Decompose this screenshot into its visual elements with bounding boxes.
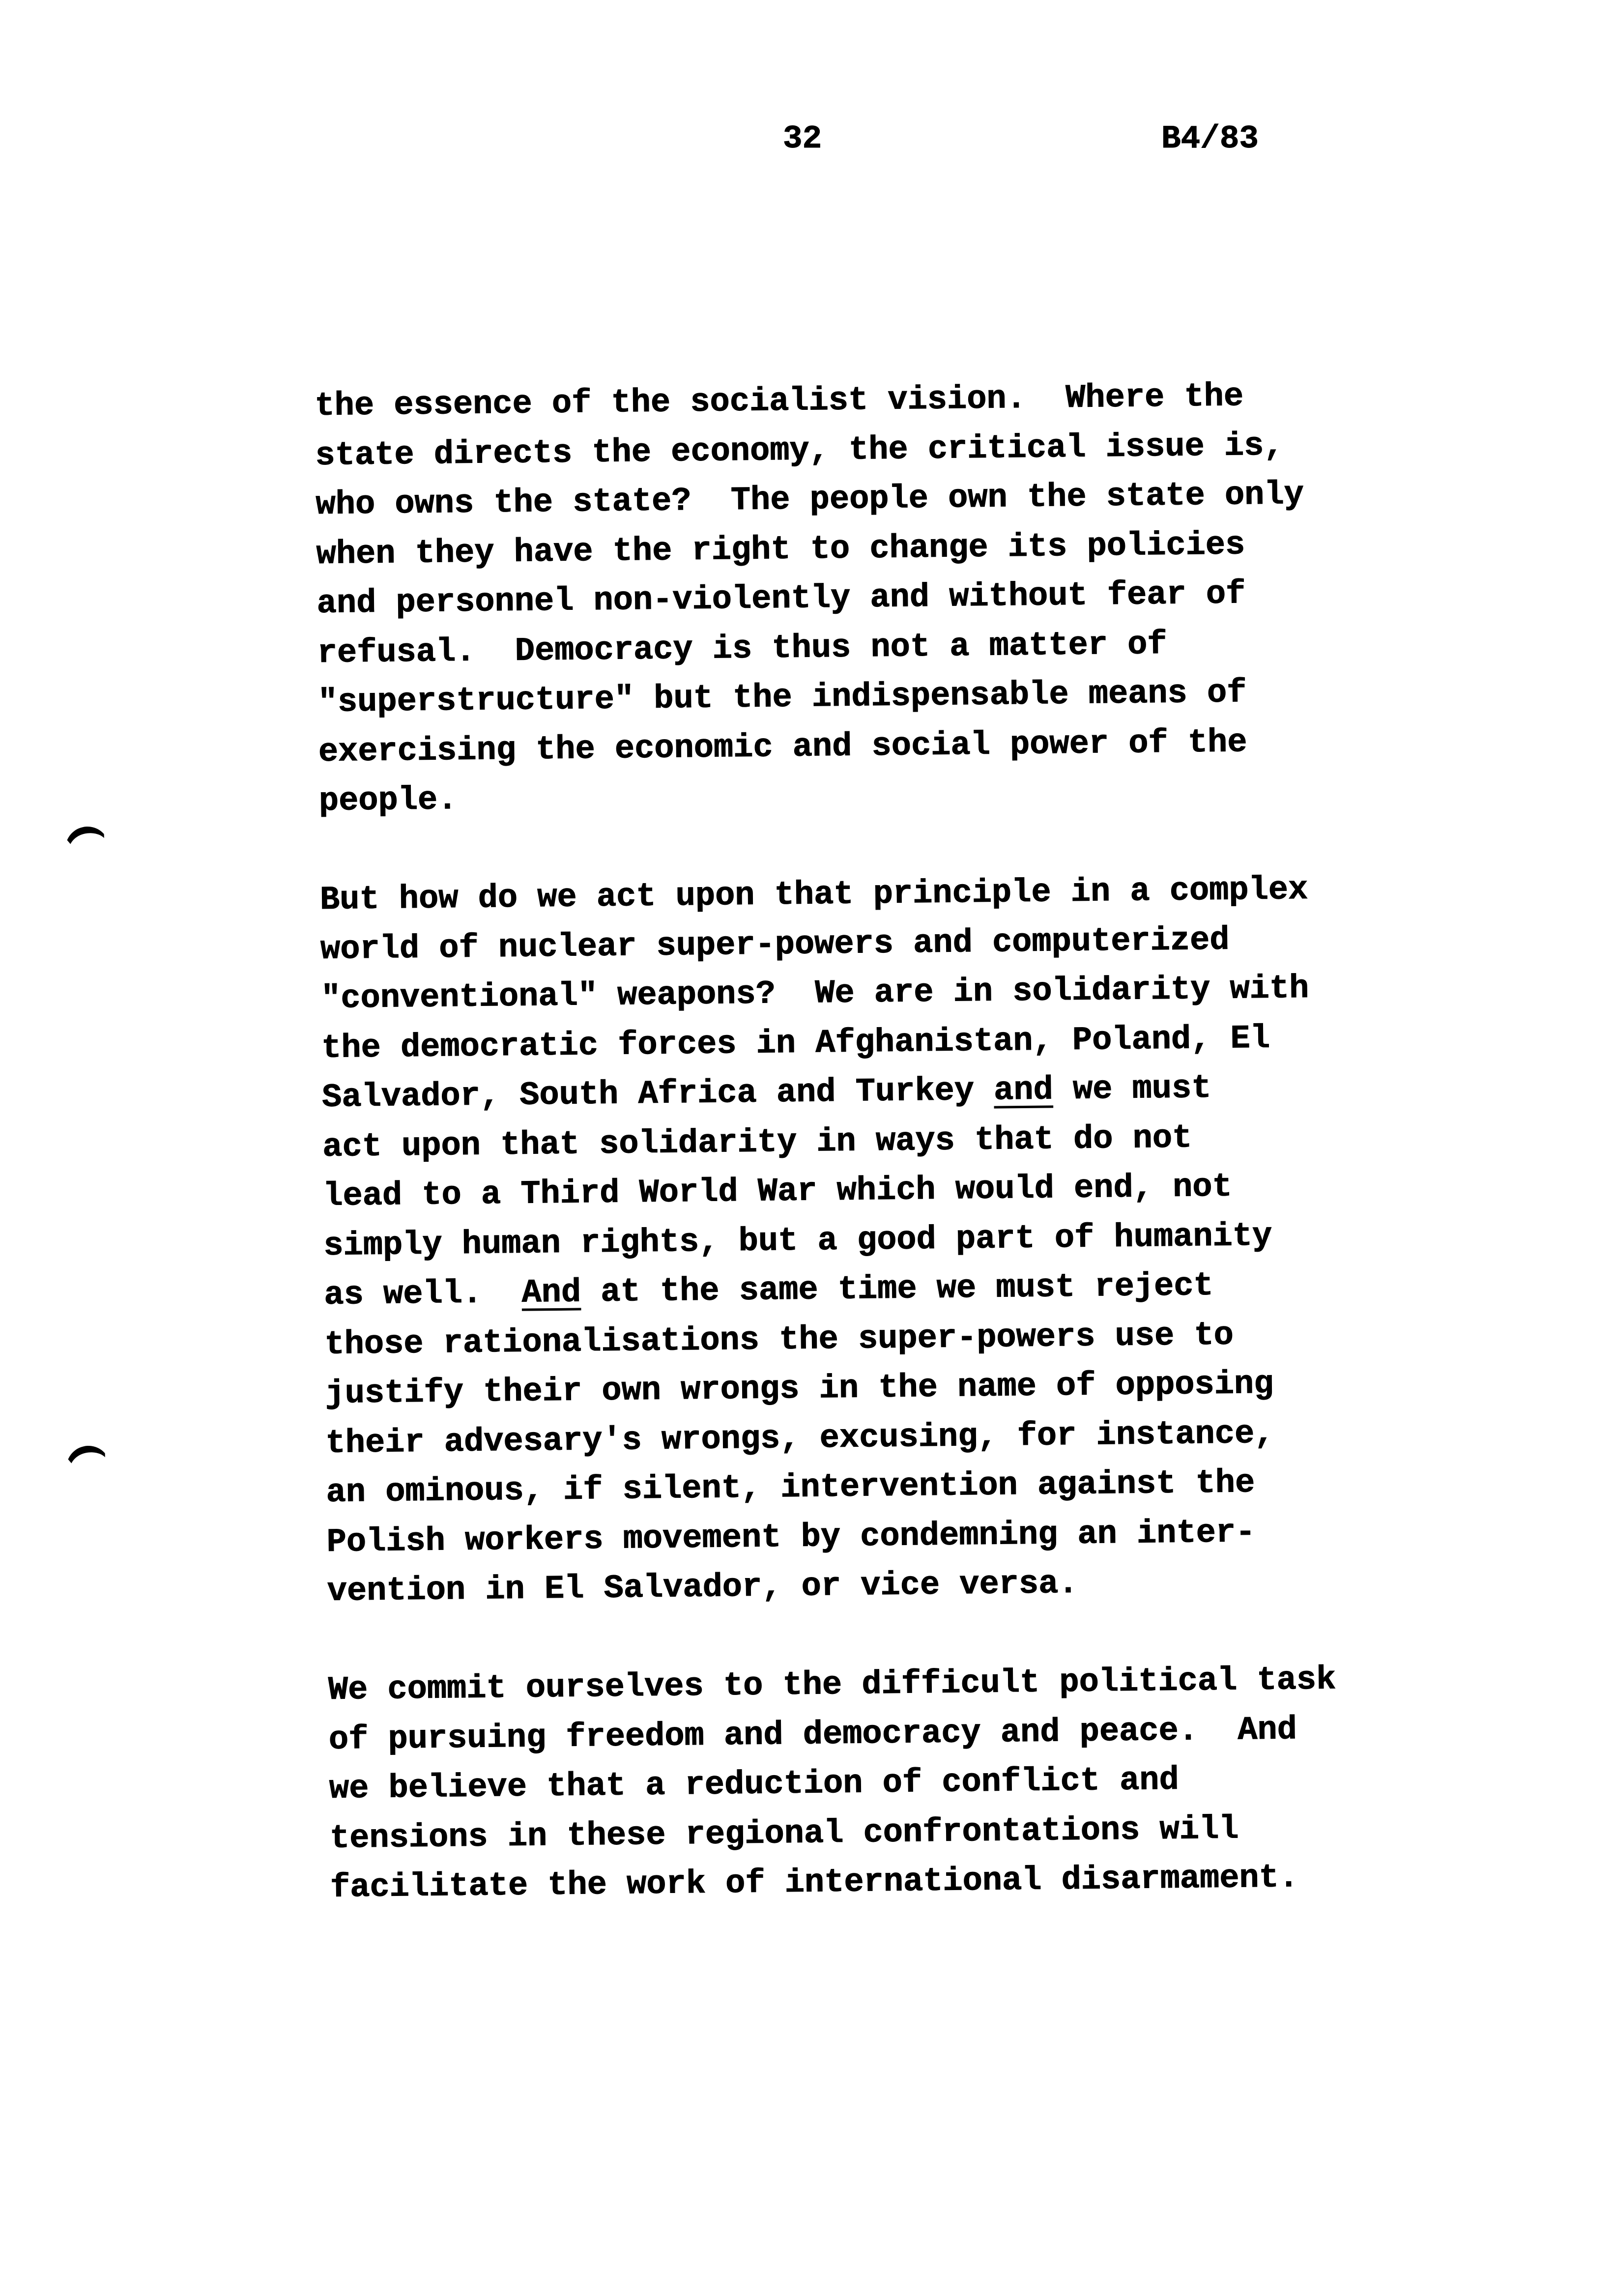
underlined-emphasis: and bbox=[993, 1071, 1054, 1110]
underlined-emphasis: And bbox=[521, 1274, 581, 1312]
text-segment: those rationalisations the super-powers use to bbox=[324, 1317, 1234, 1364]
text-segment: of pursuing freedom and democracy and peace. And bbox=[328, 1711, 1297, 1759]
text-segment: We commit ourselves to the difficult political task bbox=[328, 1661, 1336, 1709]
punch-hole-arc-icon bbox=[60, 822, 114, 875]
text-segment: when they have the right to change its policies bbox=[316, 526, 1245, 574]
text-segment: people. bbox=[318, 781, 458, 820]
paragraph-1 bbox=[315, 370, 1449, 827]
text-segment: "conventional" weapons? We are in solidarity with bbox=[320, 970, 1309, 1018]
text-segment: vention in El Salvador, or vice versa. bbox=[327, 1565, 1078, 1610]
text-segment: act upon that solidarity in ways that do not bbox=[322, 1119, 1192, 1166]
text-segment: exercising the economic and social power of the bbox=[318, 723, 1247, 771]
document-reference: B4/83 bbox=[1161, 120, 1259, 157]
text-segment: world of nuclear super-powers and computerized bbox=[320, 921, 1230, 969]
paragraph-2 bbox=[320, 864, 1458, 1617]
text-segment: and personnel non-violently and without fear of bbox=[317, 575, 1246, 623]
text-segment: Polish workers movement by condemning an inter- bbox=[326, 1514, 1256, 1561]
text-segment: an ominous, if silent, intervention against the bbox=[326, 1464, 1255, 1512]
text-segment: facilitate the work of international disarmament. bbox=[330, 1859, 1299, 1907]
punch-hole-arc-icon bbox=[61, 1441, 115, 1494]
paragraph-3 bbox=[328, 1654, 1461, 1913]
text-segment: simply human rights, but a good part of humanity bbox=[323, 1217, 1272, 1265]
text-segment: justify their own wrongs in the name of opposing bbox=[325, 1365, 1274, 1413]
text-segment: Salvador, South Africa and Turkey bbox=[321, 1072, 994, 1117]
text-segment: lead to a Third World War which would end, not bbox=[322, 1168, 1233, 1215]
text-segment: state directs the economy, the critical issue is, bbox=[315, 427, 1284, 475]
text-segment: we believe that a reduction of conflict and bbox=[329, 1761, 1180, 1808]
text-segment: the essence of the socialist vision. Where the bbox=[315, 378, 1244, 425]
text-segment: tensions in these regional confrontations will bbox=[329, 1810, 1239, 1858]
page-number: 32 bbox=[783, 120, 822, 157]
text-segment: who owns the state? The people own the state only bbox=[316, 476, 1304, 524]
text-segment: "superstructure" but the indispensable means of bbox=[317, 674, 1247, 721]
text-segment: But how do we act upon that principle in a complex bbox=[319, 871, 1308, 919]
document-body bbox=[315, 370, 1461, 1913]
text-segment: we must bbox=[1053, 1069, 1211, 1109]
text-segment: refusal. Democracy is thus not a matter of bbox=[317, 626, 1167, 672]
text-segment: at the same time we must reject bbox=[580, 1267, 1214, 1312]
text-segment: the democratic forces in Afghanistan, Poland, El bbox=[321, 1020, 1270, 1067]
text-segment: as well. bbox=[324, 1274, 522, 1314]
text-segment: their advesary's wrongs, excusing, for instance, bbox=[325, 1415, 1274, 1463]
